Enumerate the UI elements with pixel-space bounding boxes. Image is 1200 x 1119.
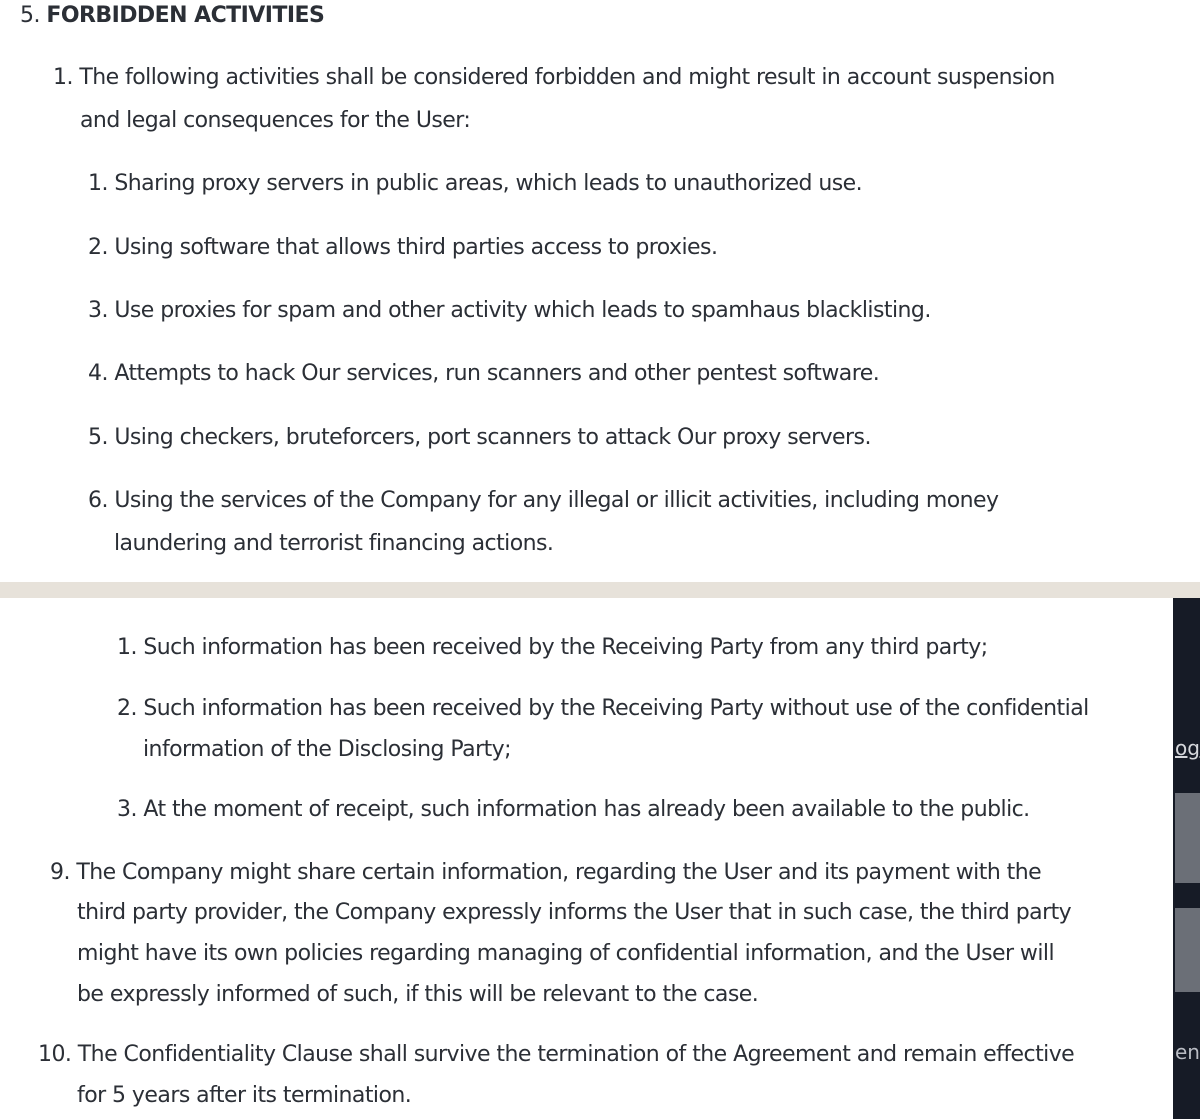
sub-item-6-continuation: laundering and terrorist financing actions. [114, 531, 554, 556]
confidentiality-panel [0, 598, 1200, 1119]
list-item-9 [50, 858, 1041, 888]
list-item-text: The Confidentiality Clause shall survive the termination of the Agreement and remain effective [77, 1042, 1075, 1067]
sub-item-number: 6. [88, 488, 108, 513]
sub-item-4 [88, 359, 879, 389]
section-number: 5. [20, 3, 40, 28]
sub-item-text: Such information has been received by the Receiving Party from any third party; [143, 635, 988, 660]
exception-item-2-continuation: information of the Disclosing Party; [143, 737, 511, 762]
sub-item-number: 2. [117, 696, 137, 721]
sub-item-text: At the moment of receipt, such information has already been available to the public. [143, 797, 1030, 822]
list-item-number: 1. [53, 65, 73, 90]
sub-item-text: Using checkers, bruteforcers, port scanners to attack Our proxy servers. [114, 425, 871, 450]
list-item-number: 10. [38, 1042, 72, 1067]
list-item-number: 9. [50, 860, 70, 885]
sub-item-number: 2. [88, 235, 108, 260]
background-window-text-fragment: en [1175, 1040, 1200, 1064]
sub-item-1 [88, 169, 862, 199]
exception-item-3 [117, 795, 1030, 825]
section-heading [20, 1, 324, 31]
sub-item-text: Use proxies for spam and other activity which leads to spamhaus blacklisting. [114, 298, 931, 323]
list-item-text: The Company might share certain information, regarding the User and its payment with the [76, 860, 1042, 885]
list-item-9-line-2: third party provider, the Company expressly informs the User that in such case, the third party [77, 900, 1072, 925]
screenshot-divider [0, 582, 1200, 598]
sub-item-number: 3. [88, 298, 108, 323]
sub-item-text: Sharing proxy servers in public areas, which leads to unauthorized use. [114, 171, 863, 196]
sub-item-2 [88, 233, 717, 263]
sub-item-number: 4. [88, 361, 108, 386]
background-window-block [1175, 793, 1200, 883]
sub-item-number: 1. [88, 171, 108, 196]
sub-item-text: Attempts to hack Our services, run scanners and other pentest software. [114, 361, 880, 386]
list-item-9-line-3: might have its own policies regarding managing of confidential information, and the User will [77, 941, 1055, 966]
background-window-block [1175, 908, 1200, 992]
sub-item-text: Using the services of the Company for any illegal or illicit activities, including money [114, 488, 999, 513]
sub-item-text: Such information has been received by the Receiving Party without use of the confidential [143, 696, 1089, 721]
sub-item-5 [88, 423, 871, 453]
sub-item-6 [88, 486, 998, 516]
list-item-1-continuation: and legal consequences for the User: [80, 108, 471, 133]
list-item-9-line-4: be expressly informed of such, if this will be relevant to the case. [77, 982, 759, 1007]
sub-item-3 [88, 296, 931, 326]
list-item-10 [38, 1040, 1074, 1070]
exception-item-2 [117, 694, 1089, 724]
list-item-text: The following activities shall be considered forbidden and might result in account suspension [79, 65, 1055, 90]
list-item-1 [53, 63, 1055, 93]
section-title: FORBIDDEN ACTIVITIES [46, 3, 325, 28]
sub-item-number: 1. [117, 635, 137, 660]
sub-item-number: 5. [88, 425, 108, 450]
sub-item-text: Using software that allows third parties access to proxies. [114, 235, 718, 260]
list-item-10-continuation: for 5 years after its termination. [77, 1083, 412, 1108]
sub-item-number: 3. [117, 797, 137, 822]
exception-item-1 [117, 633, 988, 663]
background-window-link-fragment[interactable]: og [1175, 736, 1200, 760]
